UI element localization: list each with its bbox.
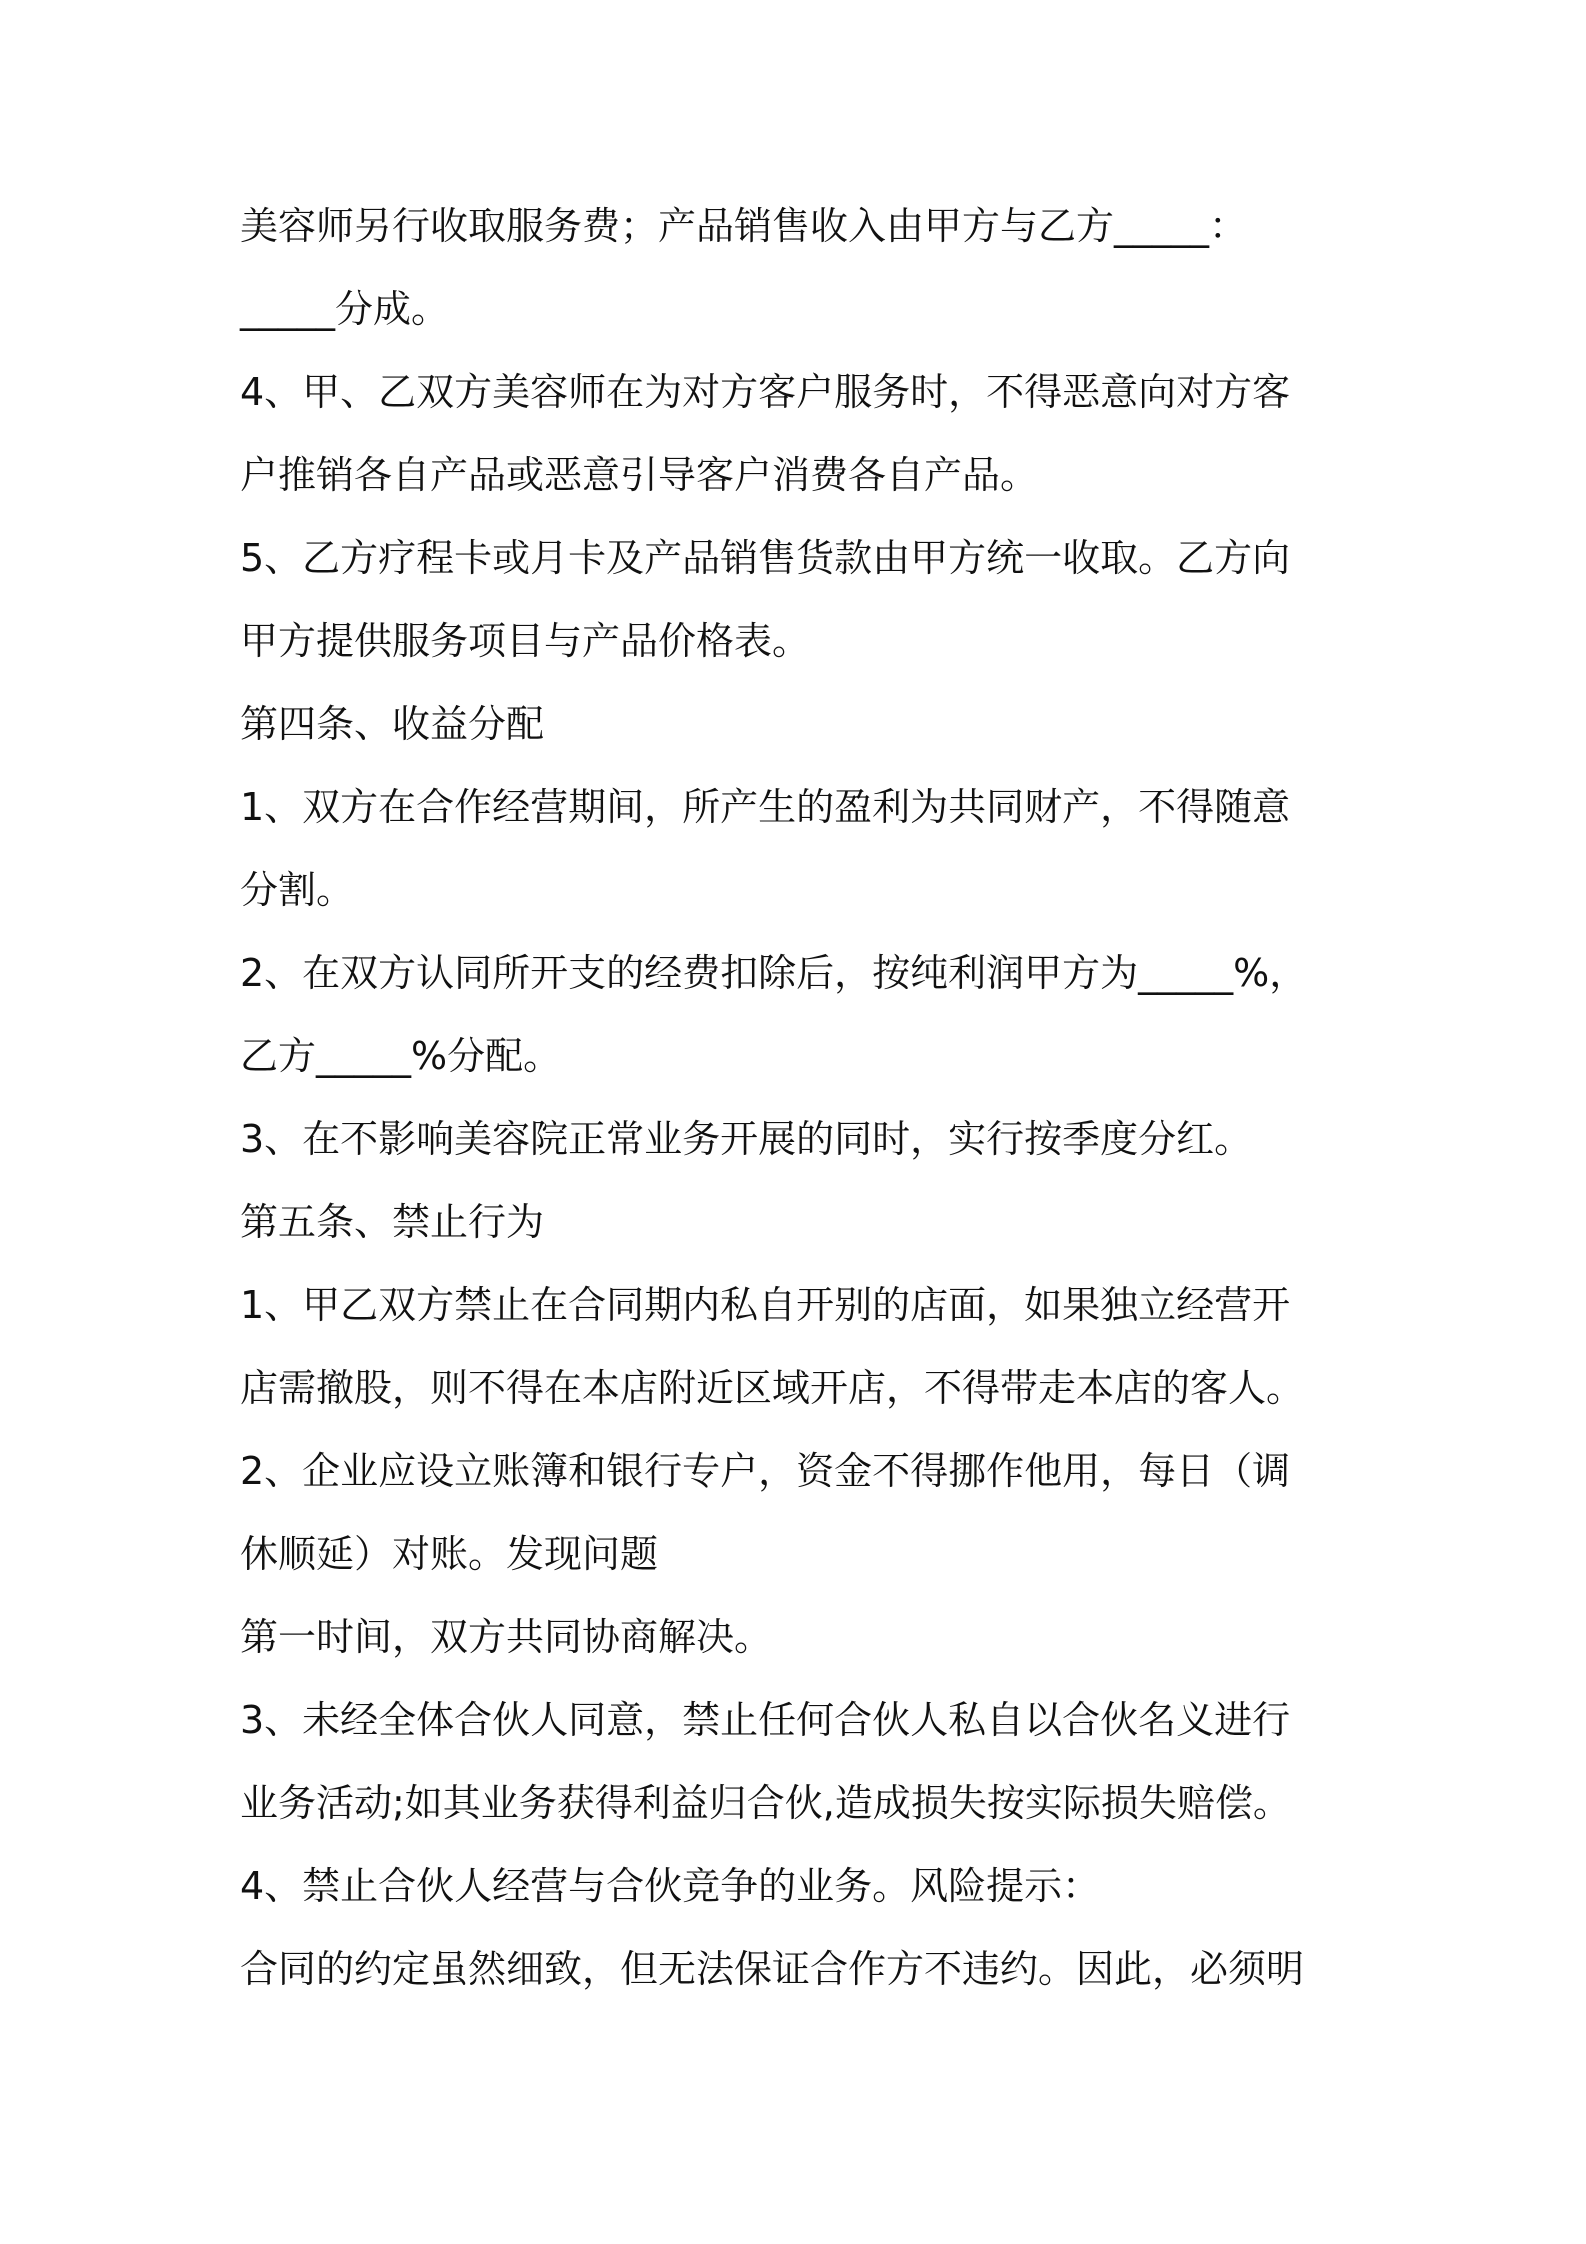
text-line: 甲方提供服务项目与产品价格表。 [240, 619, 811, 663]
section-heading: 第五条、禁止行为 [240, 1200, 545, 1244]
section-heading: 第四条、收益分配 [240, 702, 545, 746]
text-line: 2、在双方认同所开支的经费扣除后，按纯利润甲方为_____%， [240, 951, 1308, 995]
text-line: 第一时间，双方共同协商解决。 [240, 1615, 773, 1659]
text-line: 1、甲乙双方禁止在合同期内私自开别的店面，如果独立经营开 [240, 1283, 1291, 1327]
text-line: _____分成。 [240, 287, 450, 331]
contract-text [240, 185, 1370, 2011]
text-line: 店需撤股，则不得在本店附近区域开店，不得带走本店的客人。 [240, 1366, 1305, 1410]
text-line: 3、在不影响美容院正常业务开展的同时，实行按季度分红。 [240, 1117, 1253, 1161]
text-line: 休顺延）对账。发现问题 [240, 1532, 659, 1576]
text-line: 业务活动;如其业务获得利益归合伙,造成损失按实际损失赔偿。 [240, 1781, 1291, 1825]
text-line: 分割。 [240, 868, 355, 912]
text-line: 户推销各自产品或恶意引导客户消费各自产品。 [240, 453, 1039, 497]
text-line: 3、未经全体合伙人同意，禁止任何合伙人私自以合伙名义进行 [240, 1698, 1291, 1742]
text-line: 4、禁止合伙人经营与合伙竞争的业务。风险提示： [240, 1864, 1101, 1908]
text-line: 乙方_____%分配。 [240, 1034, 562, 1078]
text-line: 合同的约定虽然细致，但无法保证合作方不违约。因此，必须明 [240, 1947, 1305, 1991]
text-line: 美容师另行收取服务费；产品销售收入由甲方与乙方_____： [240, 204, 1248, 248]
text-line: 2、企业应设立账簿和银行专户，资金不得挪作他用，每日（调 [240, 1449, 1291, 1493]
text-line: 4、甲、乙双方美容师在为对方客户服务时，不得恶意向对方客 [240, 370, 1291, 414]
text-line: 5、乙方疗程卡或月卡及产品销售货款由甲方统一收取。乙方向 [240, 536, 1291, 580]
text-line: 1、双方在合作经营期间，所产生的盈利为共同财产，不得随意 [240, 785, 1291, 829]
